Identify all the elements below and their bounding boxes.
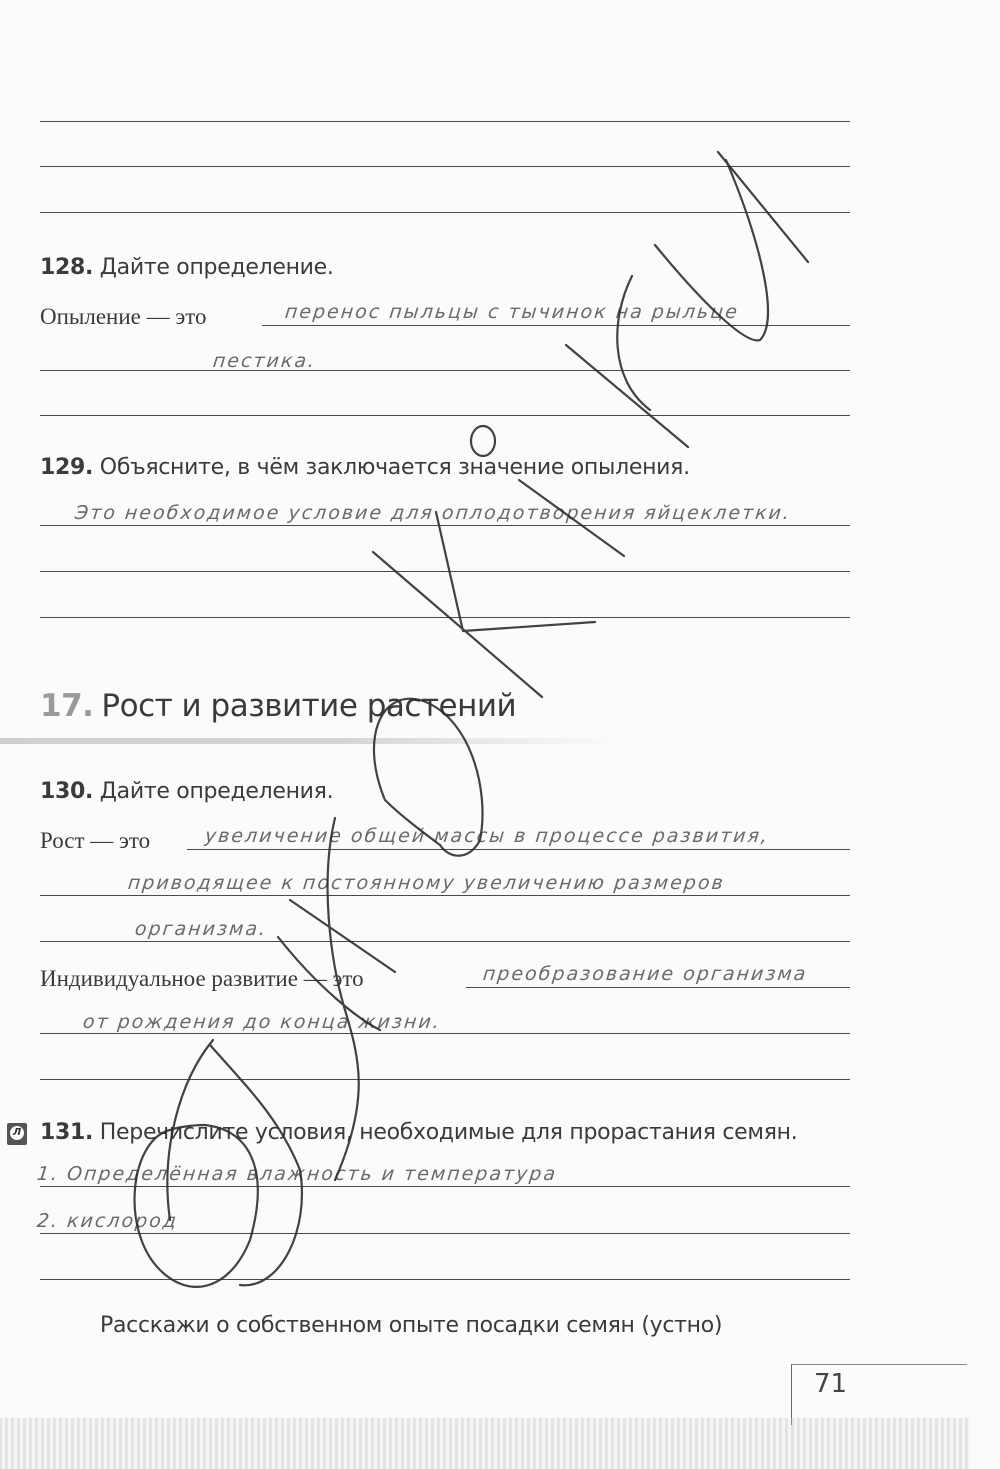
task-128-heading	[40, 255, 334, 280]
answer-line-blank-3	[40, 212, 850, 213]
answer-line-129-1	[40, 525, 850, 526]
section-heading	[40, 688, 516, 724]
page-number-box	[791, 1364, 967, 1425]
term-individual-development-label: Индивидуальное развитие — это	[40, 966, 364, 991]
answer-line-131-1	[40, 1186, 850, 1187]
answer-line-130-2	[40, 895, 850, 896]
section-divider	[0, 738, 620, 744]
answer-line-128-2	[40, 370, 850, 371]
handwritten-answer-130-growth-line2[interactable]: приводящее к постоянному увеличению размеров	[126, 872, 726, 894]
task-129-prompt: Объясните, в чём заключается значение опыления.	[99, 455, 690, 480]
lab-work-badge-icon: Л	[7, 1123, 27, 1145]
overlay-stroke	[718, 152, 808, 262]
handwritten-answer-130-development-line2[interactable]: от рождения до конца жизни.	[81, 1011, 443, 1033]
handwritten-answer-131-line2[interactable]: 2. кислород	[35, 1210, 180, 1232]
overlay-stroke	[290, 900, 395, 972]
task-131-prompt: Перечислите условия, необходимые для прорастания семян.	[99, 1120, 798, 1145]
answer-line-128-1	[262, 325, 850, 326]
answer-line-131-3	[40, 1279, 850, 1280]
overlay-stroke	[463, 622, 595, 631]
task-129-number: 129.	[40, 455, 94, 480]
answer-line-131-2	[40, 1233, 850, 1234]
answer-line-130-6	[40, 1079, 850, 1080]
task-128-number: 128.	[40, 255, 94, 280]
handwritten-answer-131-line1[interactable]: 1. Определённая влажность и температура	[35, 1163, 559, 1185]
overlay-stroke	[566, 345, 688, 447]
task-131-number: 131.	[40, 1120, 94, 1145]
term-pollination-label: Опыление — это	[40, 304, 207, 329]
answer-line-blank-1	[40, 121, 850, 122]
section-number: 17.	[40, 688, 94, 724]
answer-line-129-3	[40, 617, 850, 618]
term-growth-label: Рост — это	[40, 828, 151, 853]
overlay-stroke	[335, 1010, 359, 1180]
section-title: Рост и развитие растений	[101, 688, 517, 724]
answer-line-129-2	[40, 571, 850, 572]
answer-line-blank-2	[40, 166, 850, 167]
overlay-stroke	[471, 426, 495, 456]
task-130-heading	[40, 779, 333, 804]
handwritten-answer-130-development-line1[interactable]: преобразование организма	[481, 963, 809, 985]
handwritten-answer-130-growth-line3[interactable]: организма.	[133, 918, 269, 940]
answer-line-130-4	[466, 987, 850, 988]
overlay-stroke	[373, 552, 542, 697]
task-131-heading	[40, 1120, 797, 1145]
handwritten-answer-129-line1[interactable]: Это необходимое условие для оплодотворения яйцеклетки.	[73, 502, 793, 524]
task-129-heading	[40, 455, 690, 480]
scan-noise-band	[0, 1418, 970, 1469]
handwritten-answer-128-line1[interactable]: перенос пыльцы с тычинок на рыльце	[283, 301, 741, 323]
handwritten-answer-128-line2[interactable]: пестика.	[211, 350, 318, 372]
answer-line-130-1	[187, 849, 850, 850]
task-128-prompt: Дайте определение.	[99, 255, 334, 280]
handwritten-answer-130-growth-line1[interactable]: увеличение общей массы в процессе развития,	[203, 825, 771, 847]
answer-line-130-3	[40, 941, 850, 942]
task-130-number: 130.	[40, 779, 94, 804]
overlay-stroke	[135, 1125, 258, 1287]
task-130-prompt: Дайте определения.	[99, 779, 334, 804]
oral-task-note: Расскажи о собственном опыте посадки семян (устно)	[100, 1313, 723, 1338]
page-number: 71	[814, 1369, 848, 1399]
answer-line-128-3	[40, 415, 850, 416]
answer-line-130-5	[40, 1033, 850, 1034]
overlay-stroke	[617, 276, 650, 410]
